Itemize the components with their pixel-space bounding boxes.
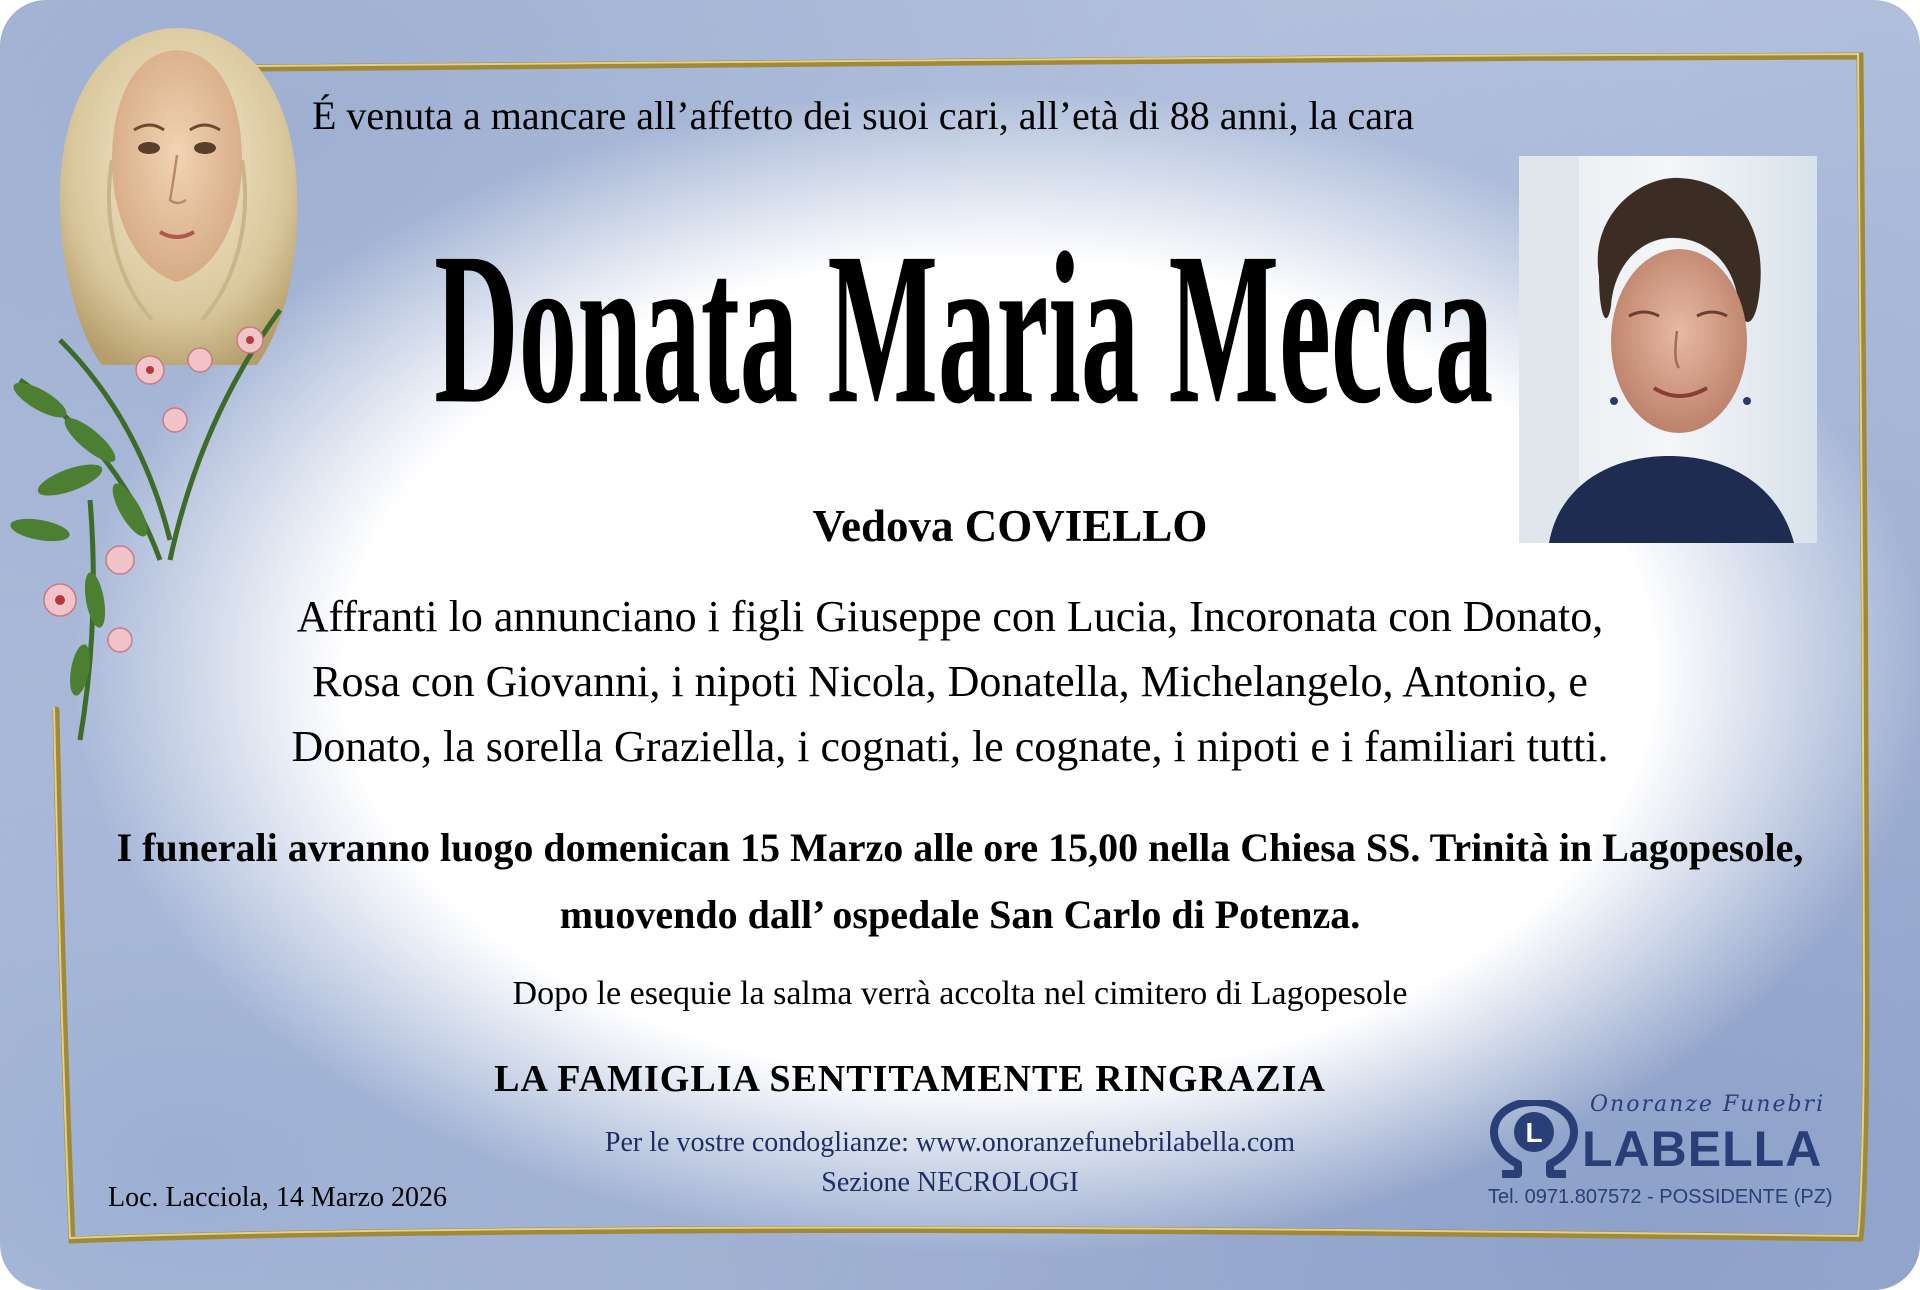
funeral-line: muovendo dall’ ospedale San Carlo di Potenza. [559,892,1361,937]
logo-contact: Tel. 0971.807572 - POSSIDENTE (PZ) [1488,1186,1833,1208]
logo-subtitle: Onoranze Funebri [1590,1092,1826,1117]
mourners-paragraph [150,584,1750,779]
mourners-line: Affranti lo annunciano i figli Giuseppe con Lucia, Incoronata con Donato, [296,592,1604,641]
logo-brand: LABELLA [1582,1121,1823,1177]
deceased-name: Donata Maria Mecca [434,208,1494,450]
svg-text:L: L [1525,1117,1543,1148]
funeral-info [40,814,1880,948]
funeral-home-logo [1480,1092,1850,1214]
family-thanks: LA FAMIGLIA SENTITAMENTE RINGRAZIA [494,1058,1326,1100]
intro-text: É venuta a mancare all’affetto dei suoi cari, all’età di 88 anni, la cara [312,93,1415,138]
widow-of-text: Vedova COVIELLO [812,501,1208,551]
mourners-line: Donato, la sorella Graziella, i cognati, le cognate, i nipoti e i familiari tutti. [291,722,1609,771]
condolences-section: Sezione NECROLOGI [821,1167,1079,1198]
deceased-portrait [1519,156,1817,543]
funeral-line: I funerali avranno luogo domenican 15 Marzo alle ore 15,00 nella Chiesa SS. Trinità in Lagopesole, [116,825,1804,870]
burial-text: Dopo le esequie la salma verrà accolta nel cimitero di Lagopesole [512,975,1408,1012]
place-date: Loc. Lacciola, 14 Marzo 2026 [108,1182,447,1213]
condolences-website[interactable]: Per le vostre condoglianze: www.onoranzefunebrilabella.com [604,1127,1296,1158]
omega-logo-icon [1488,1100,1580,1180]
mourners-line: Rosa con Giovanni, i nipoti Nicola, Donatella, Michelangelo, Antonio, e [312,657,1588,706]
condolences-info [520,1123,1380,1203]
